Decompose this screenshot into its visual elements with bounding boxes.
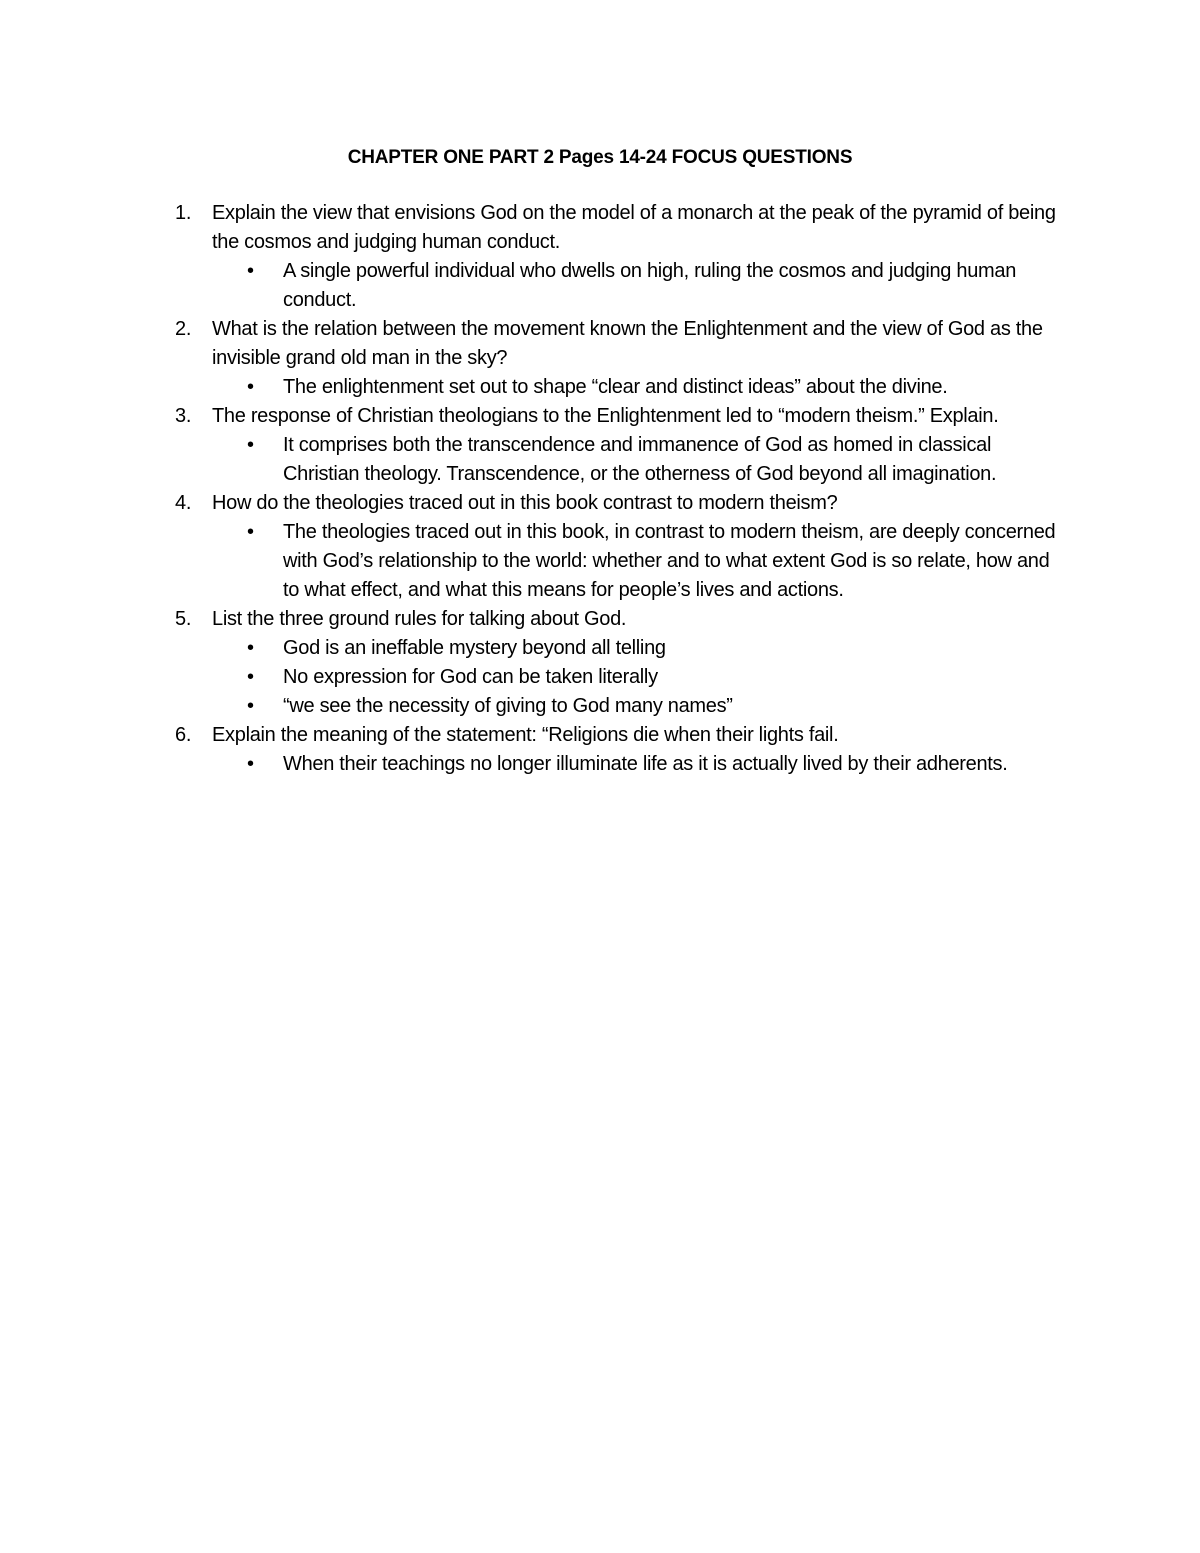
- bullet-icon: •: [247, 753, 254, 775]
- bullet-icon: •: [247, 260, 254, 282]
- question-text: List the three ground rules for talking about God.: [212, 608, 627, 630]
- question-text: Explain the view that envisions God on the model of a monarch at the peak of the pyramid of being the cosmos and judging human conduct.: [212, 202, 1056, 253]
- answer-list: [212, 750, 1070, 779]
- bullet-icon: •: [247, 434, 254, 456]
- focus-questions-list: [170, 199, 1070, 779]
- bullet-icon: •: [247, 637, 254, 659]
- question-text: The response of Christian theologians to the Enlightenment led to “modern theism.” Explain.: [212, 405, 999, 427]
- question-number: 5.: [175, 608, 192, 630]
- answer-item: [212, 634, 1070, 663]
- answer-item: [212, 750, 1070, 779]
- answer-text: “we see the necessity of giving to God many names”: [283, 695, 733, 717]
- question-number: 3.: [175, 405, 192, 427]
- answer-text: God is an ineffable mystery beyond all telling: [283, 637, 666, 659]
- answer-list: [212, 431, 1070, 489]
- question-number: 6.: [175, 724, 192, 746]
- bullet-icon: •: [247, 376, 254, 398]
- question-text: How do the theologies traced out in this book contrast to modern theism?: [212, 492, 838, 514]
- question-item-2: [170, 315, 1070, 402]
- answer-text: No expression for God can be taken literally: [283, 666, 658, 688]
- answer-list: [212, 518, 1070, 605]
- answer-list: [212, 373, 1070, 402]
- document-title: CHAPTER ONE PART 2 Pages 14-24 FOCUS QUESTIONS: [347, 147, 853, 168]
- question-item-5: [170, 605, 1070, 721]
- answer-text: A single powerful individual who dwells on high, ruling the cosmos and judging human conduct.: [283, 260, 1017, 311]
- question-item-1: [170, 199, 1070, 315]
- answer-item: [212, 431, 1070, 489]
- question-number: 4.: [175, 492, 192, 514]
- question-text: Explain the meaning of the statement: “Religions die when their lights fail.: [212, 724, 839, 746]
- answer-item: [212, 373, 1070, 402]
- answer-item: [212, 663, 1070, 692]
- question-item-4: [170, 489, 1070, 605]
- answer-item: [212, 692, 1070, 721]
- answer-item: [212, 257, 1070, 315]
- answer-list: [212, 257, 1070, 315]
- question-number: 1.: [175, 202, 192, 224]
- bullet-icon: •: [247, 666, 254, 688]
- bullet-icon: •: [247, 521, 254, 543]
- bullet-icon: •: [247, 695, 254, 717]
- answer-text: It comprises both the transcendence and immanence of God as homed in classical Christian theology. Transcendence, or the otherness of God beyond all imagination.: [283, 434, 997, 485]
- answer-text: The enlightenment set out to shape “clear and distinct ideas” about the divine.: [283, 376, 948, 398]
- answer-item: [212, 518, 1070, 605]
- answer-list: [212, 634, 1070, 721]
- answer-text: The theologies traced out in this book, in contrast to modern theism, are deeply concerned with God’s relationship to the world: whether and to what extent God is so relate, how and to what effect, and what this means for people’s lives and actions.: [283, 521, 1056, 601]
- question-item-6: [170, 721, 1070, 779]
- answer-text: When their teachings no longer illuminate life as it is actually lived by their adherents.: [283, 753, 1008, 775]
- question-item-3: [170, 402, 1070, 489]
- question-text: What is the relation between the movement known the Enlightenment and the view of God as the invisible grand old man in the sky?: [212, 318, 1043, 369]
- question-number: 2.: [175, 318, 192, 340]
